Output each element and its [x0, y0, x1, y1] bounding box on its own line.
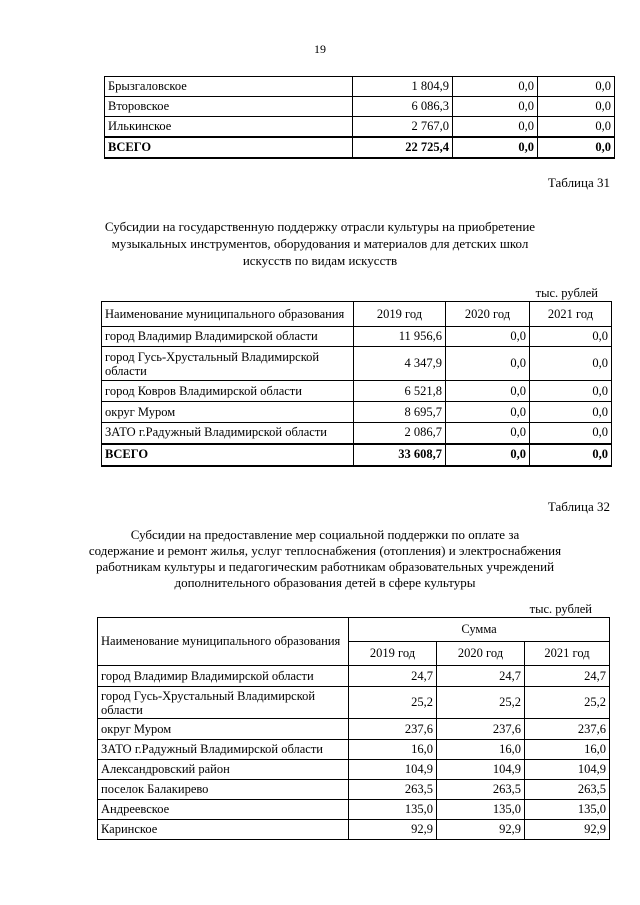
- cell-2021: 0,0: [530, 381, 612, 402]
- row-name: Илькинское: [105, 117, 353, 137]
- table-continuation: [104, 76, 615, 159]
- cell-2020: 24,7: [437, 666, 525, 687]
- header-name: Наименование муниципального образования: [102, 302, 354, 327]
- table-row: [98, 760, 610, 780]
- cell-2020: 263,5: [437, 780, 525, 800]
- cell-2020: 0,0: [446, 423, 530, 444]
- table-row: [102, 381, 612, 402]
- cell-2020: 0,0: [453, 77, 538, 97]
- row-name: Брызгаловское: [105, 77, 353, 97]
- header-2020: 2020 год: [437, 642, 525, 666]
- table-32-label: Таблица 32: [547, 499, 610, 514]
- cell-2021: 24,7: [525, 666, 610, 687]
- table-header-row: [98, 618, 610, 642]
- cell-2019: 237,6: [349, 719, 437, 740]
- table-32: [97, 617, 610, 840]
- row-name: ЗАТО г.Радужный Владимирской области: [98, 740, 349, 760]
- row-name: Андреевское: [98, 800, 349, 820]
- cell-2019: 2 767,0: [353, 117, 453, 137]
- header-2021: 2021 год: [530, 302, 612, 327]
- header-2020: 2020 год: [446, 302, 530, 327]
- row-name: город Гусь-Хрустальный Владимирской области: [102, 347, 354, 381]
- cell-2020: 16,0: [437, 740, 525, 760]
- cell-2019: 135,0: [349, 800, 437, 820]
- table-row: [102, 347, 612, 381]
- cell-2021: 0,0: [530, 327, 612, 347]
- row-name: город Владимир Владимирской области: [98, 666, 349, 687]
- cell-2019: 92,9: [349, 820, 437, 840]
- cell-2021: 0,0: [530, 423, 612, 444]
- table-row: [102, 327, 612, 347]
- cell-2020: 92,9: [437, 820, 525, 840]
- cell-2019: 25,2: [349, 687, 437, 719]
- caption-line: искусств по видам искусств: [242, 253, 398, 268]
- caption-line: Субсидии на государственную поддержку отрасли культуры на приобретение: [104, 219, 536, 234]
- cell-2020: 25,2: [437, 687, 525, 719]
- row-name: город Ковров Владимирской области: [102, 381, 354, 402]
- cell-2020: 104,9: [437, 760, 525, 780]
- page-number: 19: [314, 42, 326, 56]
- table-row: [102, 423, 612, 444]
- table-31-label: Таблица 31: [547, 175, 610, 190]
- row-name: город Гусь-Хрустальный Владимирской области: [98, 687, 349, 719]
- cell-2019: 2 086,7: [354, 423, 446, 444]
- total-2021: 0,0: [538, 137, 615, 158]
- cell-2019: 24,7: [349, 666, 437, 687]
- table-row: [105, 77, 615, 97]
- cell-2020: 237,6: [437, 719, 525, 740]
- cell-2019: 1 804,9: [353, 77, 453, 97]
- header-2019: 2019 год: [354, 302, 446, 327]
- total-label: ВСЕГО: [102, 444, 354, 466]
- cell-2021: 237,6: [525, 719, 610, 740]
- row-name: ЗАТО г.Радужный Владимирской области: [102, 423, 354, 444]
- table-row: [98, 820, 610, 840]
- cell-2021: 104,9: [525, 760, 610, 780]
- cell-2021: 0,0: [530, 347, 612, 381]
- row-name: поселок Балакирево: [98, 780, 349, 800]
- total-label: ВСЕГО: [105, 137, 353, 158]
- cell-2019: 6 521,8: [354, 381, 446, 402]
- table-31-unit: тыс. рублей: [535, 286, 598, 300]
- cell-2019: 8 695,7: [354, 402, 446, 423]
- header-2019: 2019 год: [349, 642, 437, 666]
- cell-2020: 0,0: [446, 381, 530, 402]
- caption-line: дополнительного образования детей в сфере культуры: [174, 575, 476, 590]
- cell-2019: 4 347,9: [354, 347, 446, 381]
- row-name: Александровский район: [98, 760, 349, 780]
- table-32-caption: [60, 527, 590, 591]
- table-31: [101, 301, 612, 467]
- cell-2021: 0,0: [538, 77, 615, 97]
- cell-2021: 25,2: [525, 687, 610, 719]
- cell-2019: 104,9: [349, 760, 437, 780]
- cell-2021: 0,0: [530, 402, 612, 423]
- table-total-row: [102, 444, 612, 466]
- cell-2020: 135,0: [437, 800, 525, 820]
- table-header-row: [102, 302, 612, 327]
- total-2020: 0,0: [453, 137, 538, 158]
- row-name: округ Муром: [98, 719, 349, 740]
- cell-2021: 0,0: [538, 97, 615, 117]
- table-row: [98, 666, 610, 687]
- table-row: [98, 719, 610, 740]
- row-name: Второвское: [105, 97, 353, 117]
- total-2021: 0,0: [530, 444, 612, 466]
- caption-line: Субсидии на предоставление мер социальной поддержки по оплате за: [130, 527, 520, 542]
- row-name: округ Муром: [102, 402, 354, 423]
- cell-2021: 0,0: [538, 117, 615, 137]
- table-row: [105, 117, 615, 137]
- total-2019: 33 608,7: [354, 444, 446, 466]
- cell-2019: 263,5: [349, 780, 437, 800]
- caption-line: содержание и ремонт жилья, услуг теплоснабжения (отопления) и электроснабжения: [88, 543, 562, 558]
- total-2020: 0,0: [446, 444, 530, 466]
- cell-2021: 263,5: [525, 780, 610, 800]
- cell-2020: 0,0: [446, 327, 530, 347]
- cell-2019: 16,0: [349, 740, 437, 760]
- cell-2020: 0,0: [446, 347, 530, 381]
- header-name: Наименование муниципального образования: [98, 618, 349, 666]
- cell-2019: 6 086,3: [353, 97, 453, 117]
- cell-2021: 92,9: [525, 820, 610, 840]
- table-31-caption: [90, 218, 550, 269]
- cell-2020: 0,0: [453, 97, 538, 117]
- table-row: [98, 740, 610, 760]
- cell-2021: 16,0: [525, 740, 610, 760]
- row-name: Каринское: [98, 820, 349, 840]
- header-sum: Сумма: [349, 618, 610, 642]
- cell-2019: 11 956,6: [354, 327, 446, 347]
- table-32-unit: тыс. рублей: [529, 602, 592, 616]
- table-row: [105, 97, 615, 117]
- caption-line: музыкальных инструментов, оборудования и материалов для детских школ: [111, 236, 529, 251]
- table-row: [98, 780, 610, 800]
- cell-2020: 0,0: [453, 117, 538, 137]
- header-2021: 2021 год: [525, 642, 610, 666]
- table-row: [102, 402, 612, 423]
- cell-2021: 135,0: [525, 800, 610, 820]
- table-row: [98, 800, 610, 820]
- table-row: [98, 687, 610, 719]
- total-2019: 22 725,4: [353, 137, 453, 158]
- caption-line: работникам культуры и педагогическим работникам образовательных учреждений: [95, 559, 555, 574]
- table-total-row: [105, 137, 615, 158]
- cell-2020: 0,0: [446, 402, 530, 423]
- row-name: город Владимир Владимирской области: [102, 327, 354, 347]
